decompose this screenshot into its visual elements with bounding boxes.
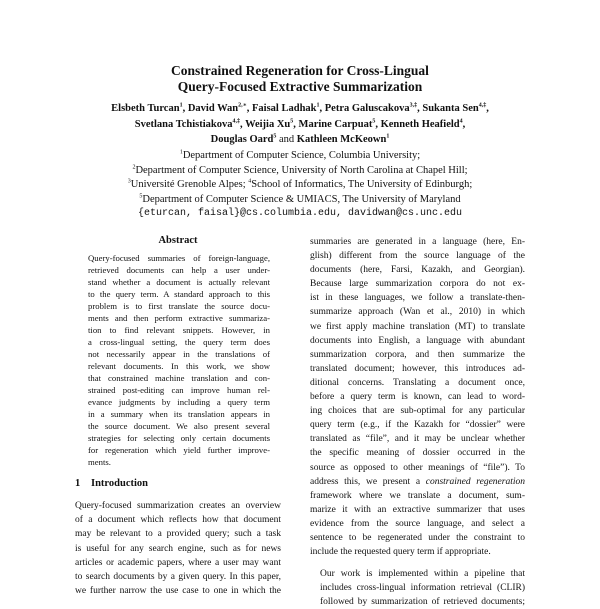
text-fragment: address this, we present a — [310, 476, 426, 487]
abstract-heading: Abstract — [158, 235, 198, 246]
author-sup: 3,‡ — [409, 102, 418, 109]
text-line: Because large summarization corpora do not ex- — [310, 279, 525, 290]
text-line: in a summary when its translation appears in — [88, 409, 270, 419]
text-line: translated document; however, this introduces ad- — [310, 363, 525, 374]
affiliations — [40, 149, 560, 222]
text-line: summarization corpora, and then summarize the — [310, 349, 525, 360]
text-line: retrieved documents can help a user under- — [88, 265, 270, 275]
text-line: the specific meaning of dossier occurred in the — [310, 448, 525, 459]
text-line: may be relevant to a provided query; such a task — [75, 529, 281, 540]
author-sup: 1 — [386, 133, 390, 140]
text-line: includes cross-lingual information retrieval (CLIR) — [320, 583, 525, 594]
text-line: glish) different from the source language of the — [310, 251, 525, 262]
text-line: to the query term. A standard approach to this — [88, 289, 270, 299]
author-name: Elsbeth Turcan — [111, 103, 180, 114]
affiliation-5: $^5$Department of Computer Science & UMIACS, The University of Maryland — [139, 193, 461, 205]
author-conjunction: and — [279, 134, 295, 145]
author-name: Kathleen McKeown — [296, 134, 387, 145]
text-line: Query-focused summaries of foreign-language, — [88, 253, 270, 263]
text-line: stand whether a document is actually relevant — [88, 277, 270, 287]
text-line: translated as “file”, and it may be unclear whether — [310, 434, 525, 445]
text-line: evance judgments by including a query term — [88, 397, 270, 407]
author-sup: 5 — [273, 133, 277, 140]
text-line: evidence from the source language, and select a — [310, 518, 525, 529]
author-list — [40, 101, 560, 148]
author-sup: 4 — [459, 118, 463, 124]
title-line-1: Constrained Regeneration for Cross-Lingual — [171, 63, 429, 78]
text-line: for regeneration which yield further improve- — [88, 445, 270, 455]
author-line-1: Elsbeth Turcan$^1$, David Wan$^{2,∗}$, Faisal Ladhak$^1$, Petra Galuscakova$^{3,\ddagger}$, Sukanta Sen$^{4,\ddagger}$, — [111, 102, 489, 114]
text-line: Our work is implemented within a pipeline that — [320, 569, 525, 580]
author-name: Sukanta Sen — [422, 103, 479, 114]
author-line-3 — [40, 132, 560, 148]
emphasized-term: constrained regeneration — [425, 476, 525, 487]
author-line-2: Svetlana Tchistiakova$^{4,\ddagger}$, Weijia Xu$^5$, Marine Carpuat$^5$, Kenneth Heafield$^4$, — [134, 118, 466, 130]
text-line: a cross-lingual setting, the query term does — [88, 337, 270, 347]
author-name: Faisal Ladhak — [252, 103, 317, 114]
author-emails: {eturcan, faisal}@cs.columbia.edu, davidwan@cs.unc.edu — [137, 208, 463, 219]
title-line-2: Query-Focused Extractive Summarization — [177, 79, 423, 94]
text-line: relevant documents. In this work, we show — [88, 361, 270, 371]
author-name: Petra Galuscakova — [324, 103, 410, 114]
text-line: the source document. We also present several — [88, 421, 270, 431]
text-line: tion to find relevant snippets. However, in — [88, 325, 270, 335]
text-line: marize it with an extractive summarizer that uses — [310, 504, 525, 515]
author-sup: 5 — [290, 118, 294, 124]
author-sup: 1 — [179, 102, 183, 109]
text-line: Query-focused summarization creates an overview — [75, 501, 281, 511]
text-line: strategies for selecting only certain documents — [88, 433, 270, 443]
paragraph — [310, 235, 525, 559]
affiliation-2: $^2$Department of Computer Science, University of North Carolina at Chapel Hill; — [132, 164, 468, 176]
text-line: problem is to first translate the source docu- — [88, 301, 270, 311]
affiliation-3-4: $^3$Université Grenoble Alpes; $^4$School of Informatics, The University of Edinburgh; — [127, 178, 473, 190]
text-line: include the requested query term if appropriate. — [310, 547, 491, 558]
author-sup: 4,‡ — [232, 118, 240, 124]
text-line: strained post-editing can improve human rel- — [88, 385, 270, 395]
text-line: we further narrow the use case to one in which the — [75, 586, 281, 597]
text-line: sentence to be regenerated under the constraint to — [310, 532, 525, 543]
section-number: 1 — [75, 478, 81, 489]
section-title: Introduction — [91, 478, 148, 489]
author-name: Kenneth Heafield — [380, 118, 460, 130]
text-line: before a query term is known, can lead to word- — [310, 392, 525, 403]
author-sup: 1 — [316, 102, 320, 109]
author-name: Weijia Xu — [245, 118, 291, 130]
author-name: Marine Carpuat — [298, 118, 373, 130]
author-name: David Wan — [187, 103, 239, 114]
text-line: to search documents by a given query. In this paper, — [75, 572, 281, 583]
text-line: ments. — [88, 457, 111, 467]
text-line: ditional concerns. Translating a document once, — [310, 377, 525, 388]
text-line: source as opposed to other meanings of “file”). To — [310, 462, 525, 473]
author-name: Douglas Oard — [210, 134, 274, 145]
affiliation-1: $^1$Department of Computer Science, Columbia University; — [179, 149, 421, 161]
text-line: summaries are generated in a language (here, En- — [310, 237, 525, 247]
text-line: of a document which reflects how that document — [75, 515, 281, 526]
text-line: framework where we translate a document, sum- — [310, 490, 525, 501]
text-line: ist in these languages, we follow a translate-then- — [310, 293, 525, 304]
section-heading-introduction — [75, 478, 281, 489]
right-column-text — [310, 235, 525, 609]
author-name: Svetlana Tchistiakova — [134, 118, 233, 130]
text-line: followed by summarization of retrieved documents; — [320, 597, 525, 608]
text-line: we first apply machine translation (MT) to translate — [310, 321, 525, 332]
text-line: articles or academic papers, where a user may want — [75, 557, 281, 568]
abstract-text — [88, 252, 270, 468]
text-line: not necessarily appear in the translations of — [88, 349, 270, 359]
text-line: that constrained machine translation and con- — [88, 373, 270, 383]
author-sup: 5 — [372, 118, 376, 124]
author-sup: 2,∗ — [238, 102, 247, 109]
text-line: is useful for any search engine, such as for news — [75, 543, 281, 554]
paper-title — [0, 63, 600, 95]
text-line: documents (here, Farsi, Kazakh, and Georgian). — [310, 265, 525, 276]
author-sup: 4,‡ — [478, 102, 487, 109]
paragraph — [310, 567, 525, 609]
text-line — [310, 475, 525, 489]
introduction-text — [75, 499, 281, 598]
text-line: ments and then perform extractive summariza- — [88, 313, 270, 323]
text-line: ing choices that are sub-optimal for any particular — [310, 406, 525, 417]
text-line: documents into English, a language with abundant — [310, 335, 525, 346]
text-line: summarize approach (Wan et al., 2010) in which — [310, 307, 525, 318]
text-line: query term (e.g., if the Kazakh for “dossier” were — [310, 420, 525, 431]
